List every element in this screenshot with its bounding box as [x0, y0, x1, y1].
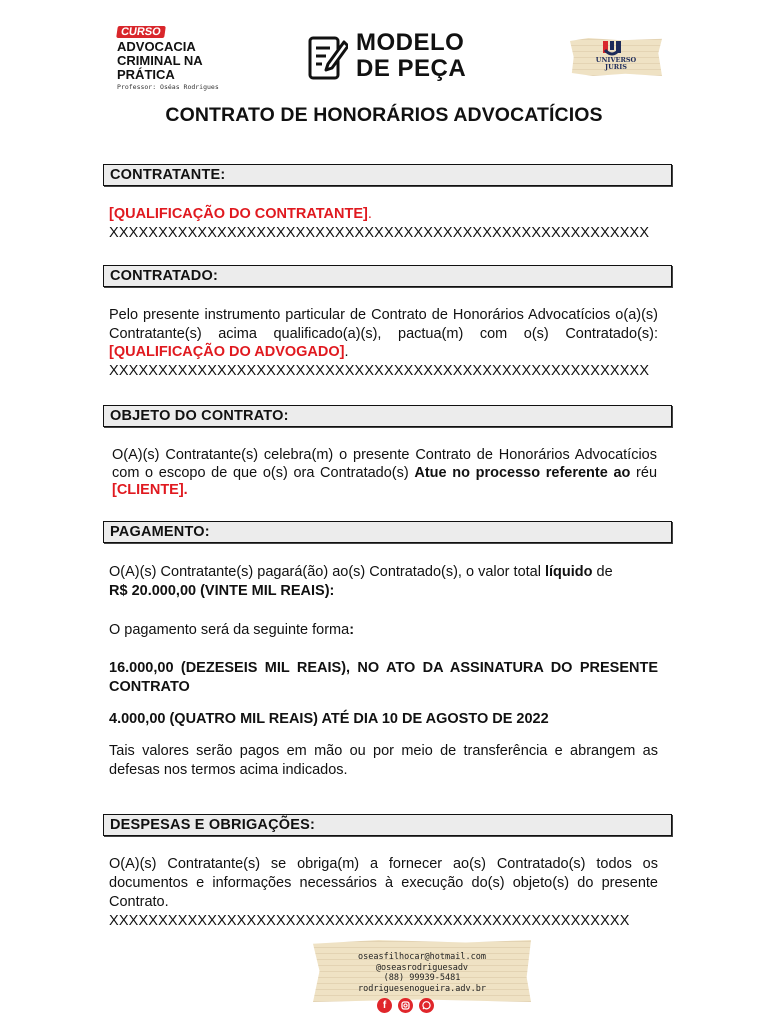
pagamento-parcela-1: 16.000,00 (DEZESEIS MIL REAIS), NO ATO DA ASSINATURA DO PRESENTE CONTRATO	[109, 660, 658, 695]
modelo-title-line-2: DE PEÇA	[356, 55, 467, 82]
pagamento-total-value: R$ 20.000,00 (VINTE MIL REAIS):	[109, 582, 335, 599]
pagamento-p2-colon: :	[349, 622, 355, 638]
pagamento-p1-text: O(A)(s) Contratante(s) pagará(ão) ao(s) Contratado(s), o valor total	[109, 564, 545, 580]
contratado-body	[109, 306, 658, 380]
objeto-bold: Atue no processo referente ao	[414, 464, 631, 481]
contratado-qualificacao: [QUALIFICAÇÃO DO ADVOGADO]	[109, 344, 345, 360]
footer-site: rodriguesenogueira.adv.br	[358, 983, 486, 994]
uj-line-2: JURIS	[605, 63, 627, 71]
objeto-body	[112, 447, 657, 500]
footer-instagram: @oseasrodriguesadv	[375, 962, 469, 973]
modelo-de-peca-logo	[308, 30, 478, 90]
pagamento-parcela-2: 4.000,00 (QUATRO MIL REAIS) ATÉ DIA 10 DE AGOSTO DE 2022	[109, 711, 549, 727]
contratante-qualificacao: [QUALIFICAÇÃO DO CONTRATANTE]	[109, 206, 368, 222]
section-objeto: OBJETO DO CONTRATO:	[103, 405, 672, 427]
universo-juris-mark-icon	[601, 40, 623, 56]
section-pagamento: PAGAMENTO:	[103, 521, 672, 543]
course-badge: CURSO	[116, 26, 165, 38]
pagamento-p1-tail: de	[592, 564, 613, 580]
course-title-line-3: PRÁTICA	[117, 67, 175, 82]
uj-line-1: UNIVERSO	[595, 56, 637, 64]
pagamento-p1-bold: líquido	[544, 564, 593, 580]
whatsapp-icon[interactable]	[419, 998, 434, 1013]
modelo-title-line-1: MODELO	[356, 29, 465, 56]
contratante-x-line: XXXXXXXXXXXXXXXXXXXXXXXXXXXXXXXXXXXXXXXXXXXXXXXXXXXXXXX	[109, 224, 650, 241]
section-contratado: CONTRATADO:	[103, 265, 672, 287]
despesas-body	[109, 855, 658, 931]
facebook-icon[interactable]: f	[377, 998, 392, 1013]
pagamento-p2	[109, 621, 658, 640]
section-despesas: DESPESAS E OBRIGAÇÕES:	[103, 814, 672, 836]
contratante-body	[109, 205, 658, 242]
section-contratante: CONTRATANTE:	[103, 164, 672, 186]
contratado-x-line: XXXXXXXXXXXXXXXXXXXXXXXXXXXXXXXXXXXXXXXXXXXXXXXXXXXXXXX	[109, 362, 650, 379]
document-pen-icon	[308, 34, 348, 82]
objeto-text-2: réu	[630, 464, 658, 481]
objeto-text-1: O(A)(s) Contratante(s) celebra(m) o presente Contrato de Honorários Advocatícios com o escopo de que o(s) ora Contratado(s)	[112, 447, 657, 481]
universo-juris-logo	[570, 38, 662, 76]
footer-email: oseasfilhocar@hotmail.com	[358, 952, 486, 962]
footer-phone: (88) 99939-5481	[383, 973, 461, 983]
footer-contact-card	[313, 940, 531, 1020]
contratado-text: Pelo presente instrumento particular de Contrato de Honorários Advocatícios o(a)(s) Contratante(s) acima qualificado(a)(s), pactua(m) com o(s) Contratado(s):	[109, 307, 658, 342]
instagram-icon[interactable]	[398, 998, 413, 1013]
contratado-dot: .	[344, 344, 349, 360]
pagamento-p5: Tais valores serão pagos em mão ou por meio de transferência e abrangem as defesas nos termos acima indicados.	[109, 743, 658, 778]
contratante-dot: .	[367, 206, 372, 222]
course-title-line-2: CRIMINAL NA	[117, 53, 203, 68]
course-logo	[117, 22, 227, 91]
despesas-text: O(A)(s) Contratante(s) se obriga(m) a fornecer ao(s) Contratado(s) todos os documentos e informações necessários à execução do(s) objeto(s) do presente Contrato.	[109, 856, 658, 910]
despesas-x-line: XXXXXXXXXXXXXXXXXXXXXXXXXXXXXXXXXXXXXXXXXXXXXXXXXXXXX	[109, 913, 630, 929]
objeto-cliente: [CLIENTE].	[112, 482, 188, 498]
course-professor: Professor: Oséas Rodrigues	[117, 83, 219, 91]
course-title-line-1: ADVOCACIA	[117, 39, 196, 54]
document-title: CONTRATO DE HONORÁRIOS ADVOCATÍCIOS	[165, 104, 603, 126]
pagamento-p2-text: O pagamento será da seguinte forma	[109, 622, 350, 638]
pagamento-p1	[109, 563, 658, 600]
